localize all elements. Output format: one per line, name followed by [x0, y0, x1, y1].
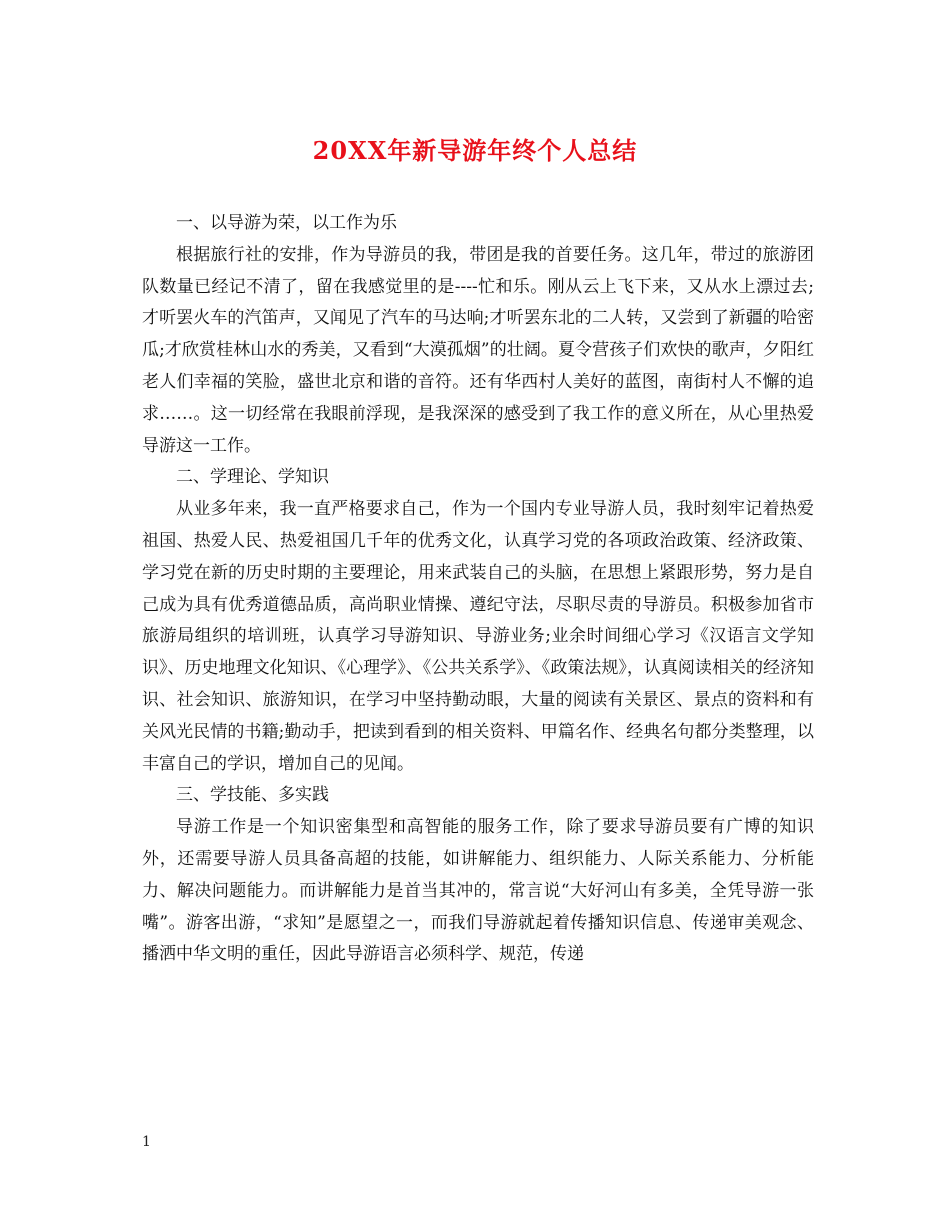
section-heading-3: 三、学技能、多实践 — [176, 785, 329, 806]
section-heading-2: 二、学理论、学知识 — [176, 467, 329, 488]
document-body — [142, 208, 814, 971]
body-paragraph-1: 根据旅行社的安排，作为导游员的我，带团是我的首要任务。这几年，带过的旅游团队数量已经记不清了，留在我感觉里的是----忙和乐。刚从云上飞下来，又从水上漂过去;才听罢火车的汽笛声，又闻见了汽车的马达响;才听罢东北的二人转，又尝到了新疆的哈密瓜;才欣赏桂林山水的秀美，又看到“大漠孤烟”的壮阔。夏令营孩子们欢快的歌声，夕阳红老人们幸福的笑脸，盛世北京和谐的音符。还有华西村人美好的蓝图，南街村人不懈的追求……。这一切经常在我眼前浮现，是我深深的感受到了我工作的意义所在，从心里热爱导游这一工作。 — [142, 244, 814, 456]
page-number: 1 — [142, 1134, 151, 1150]
body-paragraph-2: 从业多年来，我一直严格要求自己，作为一个国内专业导游人员，我时刻牢记着热爱祖国、热爱人民、热爱祖国几千年的优秀文化，认真学习党的各项政治政策、经济政策、学习党在新的历史时期的主要理论，用来武装自己的头脑，在思想上紧跟形势，努力是自己成为具有优秀道德品质，高尚职业情操、遵纪守法，尽职尽责的导游员。积极参加省市旅游局组织的培训班，认真学习导游知识、导游业务;业余时间细心学习《汉语言文学知识》、历史地理文化知识、《心理学》、《公共关系学》、《政策法规》，认真阅读相关的经济知识、社会知识、旅游知识，在学习中坚持勤动眼，大量的阅读有关景区、景点的资料和有关风光民情的书籍;勤动手，把读到看到的相关资料、甲篇名作、经典名句都分类整理，以丰富自己的学识，增加自己的见闻。 — [142, 499, 814, 774]
section-heading-1: 一、以导游为荣，以工作为乐 — [176, 213, 397, 233]
document-title: 20XX年新导游年终个人总结 — [312, 136, 638, 165]
body-paragraph-3: 导游工作是一个知识密集型和高智能的服务工作，除了要求导游员要有广博的知识外，还需要导游人员具备高超的技能，如讲解能力、组织能力、人际关系能力、分析能力、解决问题能力。而讲解能力是首当其冲的，常言说“大好河山有多美，全凭导游一张嘴”。游客出游，“求知”是愿望之一，而我们导游就起着传播知识信息、传递审美观念、播洒中华文明的重任，因此导游语言必须科学、规范，传递 — [142, 817, 814, 965]
